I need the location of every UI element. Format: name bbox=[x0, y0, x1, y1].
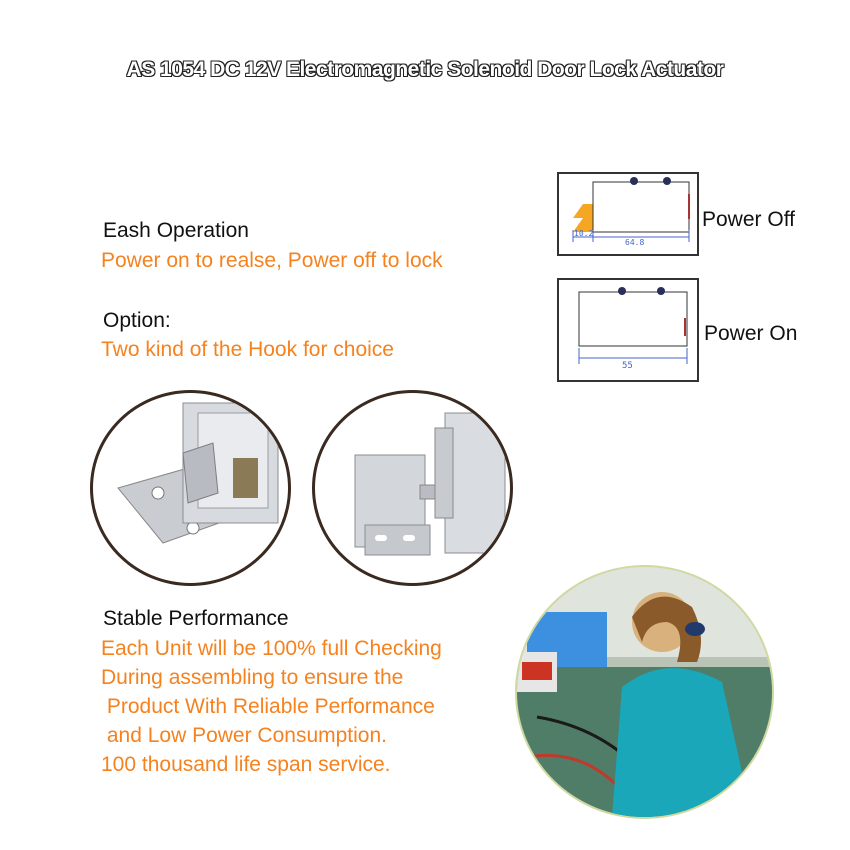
power-off-dim-main: 64.8 bbox=[625, 238, 645, 247]
feature-text-performance-1: Each Unit will be 100% full Checking bbox=[101, 637, 442, 660]
feature-heading-option: Option: bbox=[103, 309, 171, 332]
power-off-dim-small: 10.2 bbox=[574, 229, 594, 238]
feature-text-performance-4: and Low Power Consumption. bbox=[101, 724, 387, 747]
feature-heading-operation: Eash Operation bbox=[103, 219, 249, 242]
feature-text-option: Two kind of the Hook for choice bbox=[101, 338, 394, 361]
power-on-dim-main: 55 bbox=[622, 361, 633, 371]
power-off-diagram bbox=[557, 172, 699, 256]
power-on-diagram bbox=[557, 278, 699, 382]
feature-heading-performance: Stable Performance bbox=[103, 607, 289, 630]
power-off-label: Power Off bbox=[702, 208, 795, 231]
feature-text-performance-3: Product With Reliable Performance bbox=[101, 695, 435, 718]
factory-worker-photo bbox=[515, 565, 774, 819]
hook-option-bolt-image bbox=[312, 390, 513, 586]
power-off-drawing bbox=[559, 174, 697, 254]
page-title: AS 1054 DC 12V Electromagnetic Solenoid Door Lock Actuator bbox=[126, 58, 724, 81]
power-on-drawing bbox=[559, 280, 697, 380]
feature-text-operation: Power on to realse, Power off to lock bbox=[101, 249, 443, 272]
power-on-label: Power On bbox=[704, 322, 798, 345]
feature-text-performance-5: 100 thousand life span service. bbox=[101, 753, 391, 776]
hook-option-flat-image bbox=[90, 390, 291, 586]
feature-text-performance-2: During assembling to ensure the bbox=[101, 666, 404, 689]
